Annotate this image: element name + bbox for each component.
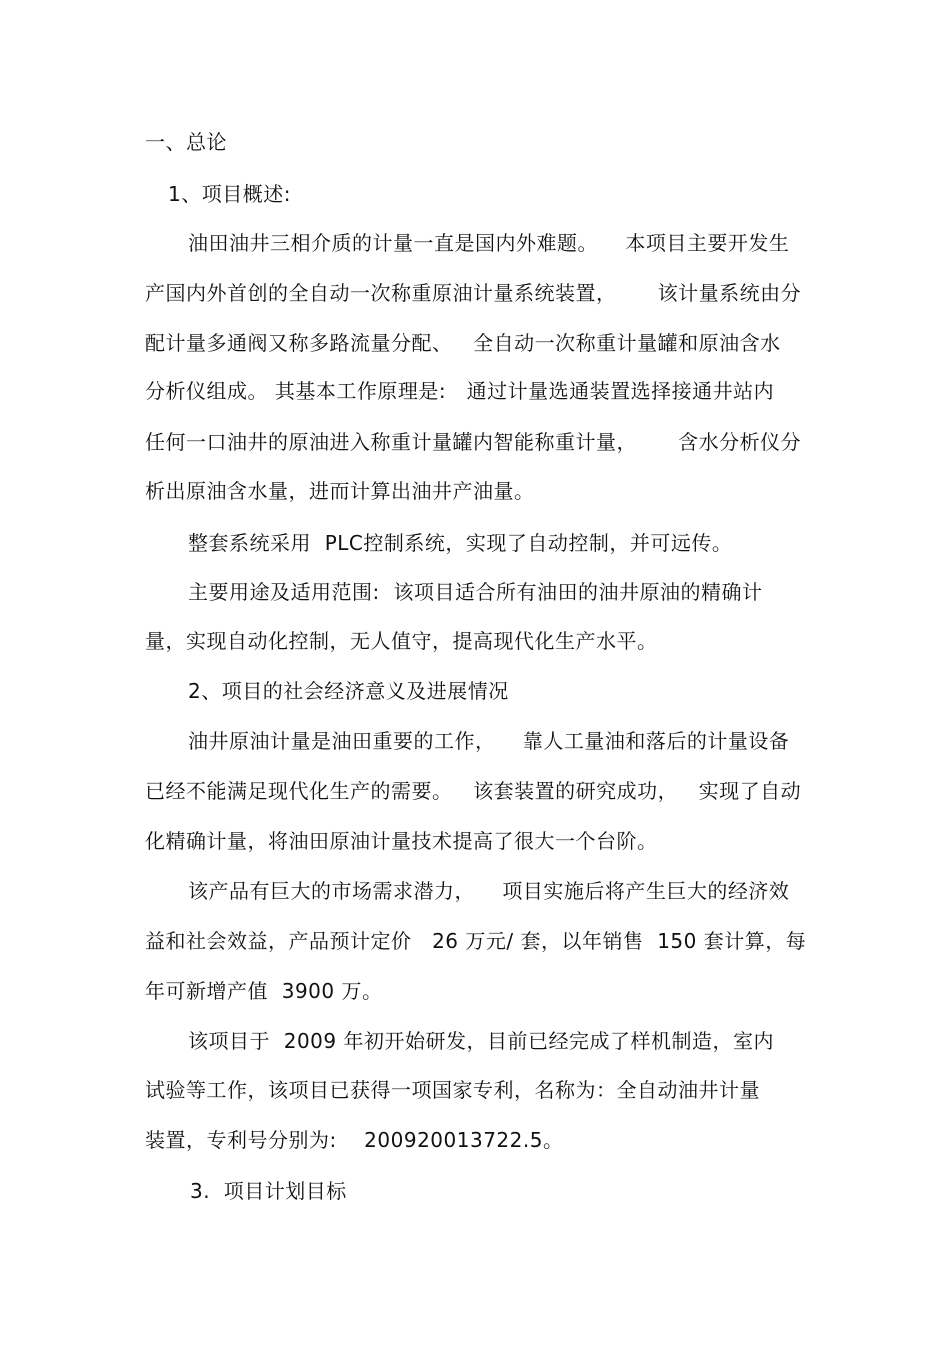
para5-line3: 年可新增产值 3900 万。 xyxy=(145,979,383,1003)
para1-line5: 任何一口油井的原油进入称重计量罐内智能称重计量， 含水分析仪分 xyxy=(145,430,802,454)
para4-line3: 化精确计量，将油田原油计量技术提高了很大一个台阶。 xyxy=(145,829,658,853)
para4-line1: 油井原油计量是油田重要的工作， 靠人工量油和落后的计量设备 xyxy=(188,729,790,753)
section1-title: 1、项目概述: xyxy=(168,182,291,206)
para6-line1: 该项目于 2009 年初开始研发，目前已经完成了样机制造，室内 xyxy=(188,1029,774,1053)
para5-line2: 益和社会效益，产品预计定价 26 万元/ 套，以年销售 150 套计算，每 xyxy=(145,929,807,953)
para2: 整套系统采用 PLC控制系统，实现了自动控制，并可远传。 xyxy=(188,531,733,555)
para6-line2: 试验等工作，该项目已获得一项国家专利，名称为：全自动油井计量 xyxy=(145,1078,760,1102)
para1-line3: 配计量多通阀又称多路流量分配、 全自动一次称重计量罐和原油含水 xyxy=(145,331,781,355)
para4-line2: 已经不能满足现代化生产的需要。 该套装置的研究成功， 实现了自动 xyxy=(145,779,802,803)
section3-title: 3. 项目计划目标 xyxy=(190,1179,347,1203)
section2-title: 2、项目的社会经济意义及进展情况 xyxy=(188,679,509,703)
para1-line1: 油田油井三相介质的计量一直是国内外难题。 本项目主要开发生 xyxy=(188,231,790,255)
para1-line4: 分析仪组成。 其基本工作原理是: 通过计量选通装置选择接通井站内 xyxy=(145,379,775,403)
heading-main: 一、总论 xyxy=(145,130,227,154)
para6-line3: 装置，专利号分别为: 200920013722.5。 xyxy=(145,1128,564,1152)
para1-line2: 产国内外首创的全自动一次称重原油计量系统装置， 该计量系统由分 xyxy=(145,281,802,305)
para3-line2: 量，实现自动化控制，无人值守，提高现代化生产水平。 xyxy=(145,629,658,653)
para5-line1: 该产品有巨大的市场需求潜力， 项目实施后将产生巨大的经济效 xyxy=(188,879,790,903)
para3-line1: 主要用途及适用范围: 该项目适合所有油田的油井原油的精确计 xyxy=(188,580,763,604)
para1-line6: 析出原油含水量，进而计算出油井产油量。 xyxy=(145,479,535,503)
